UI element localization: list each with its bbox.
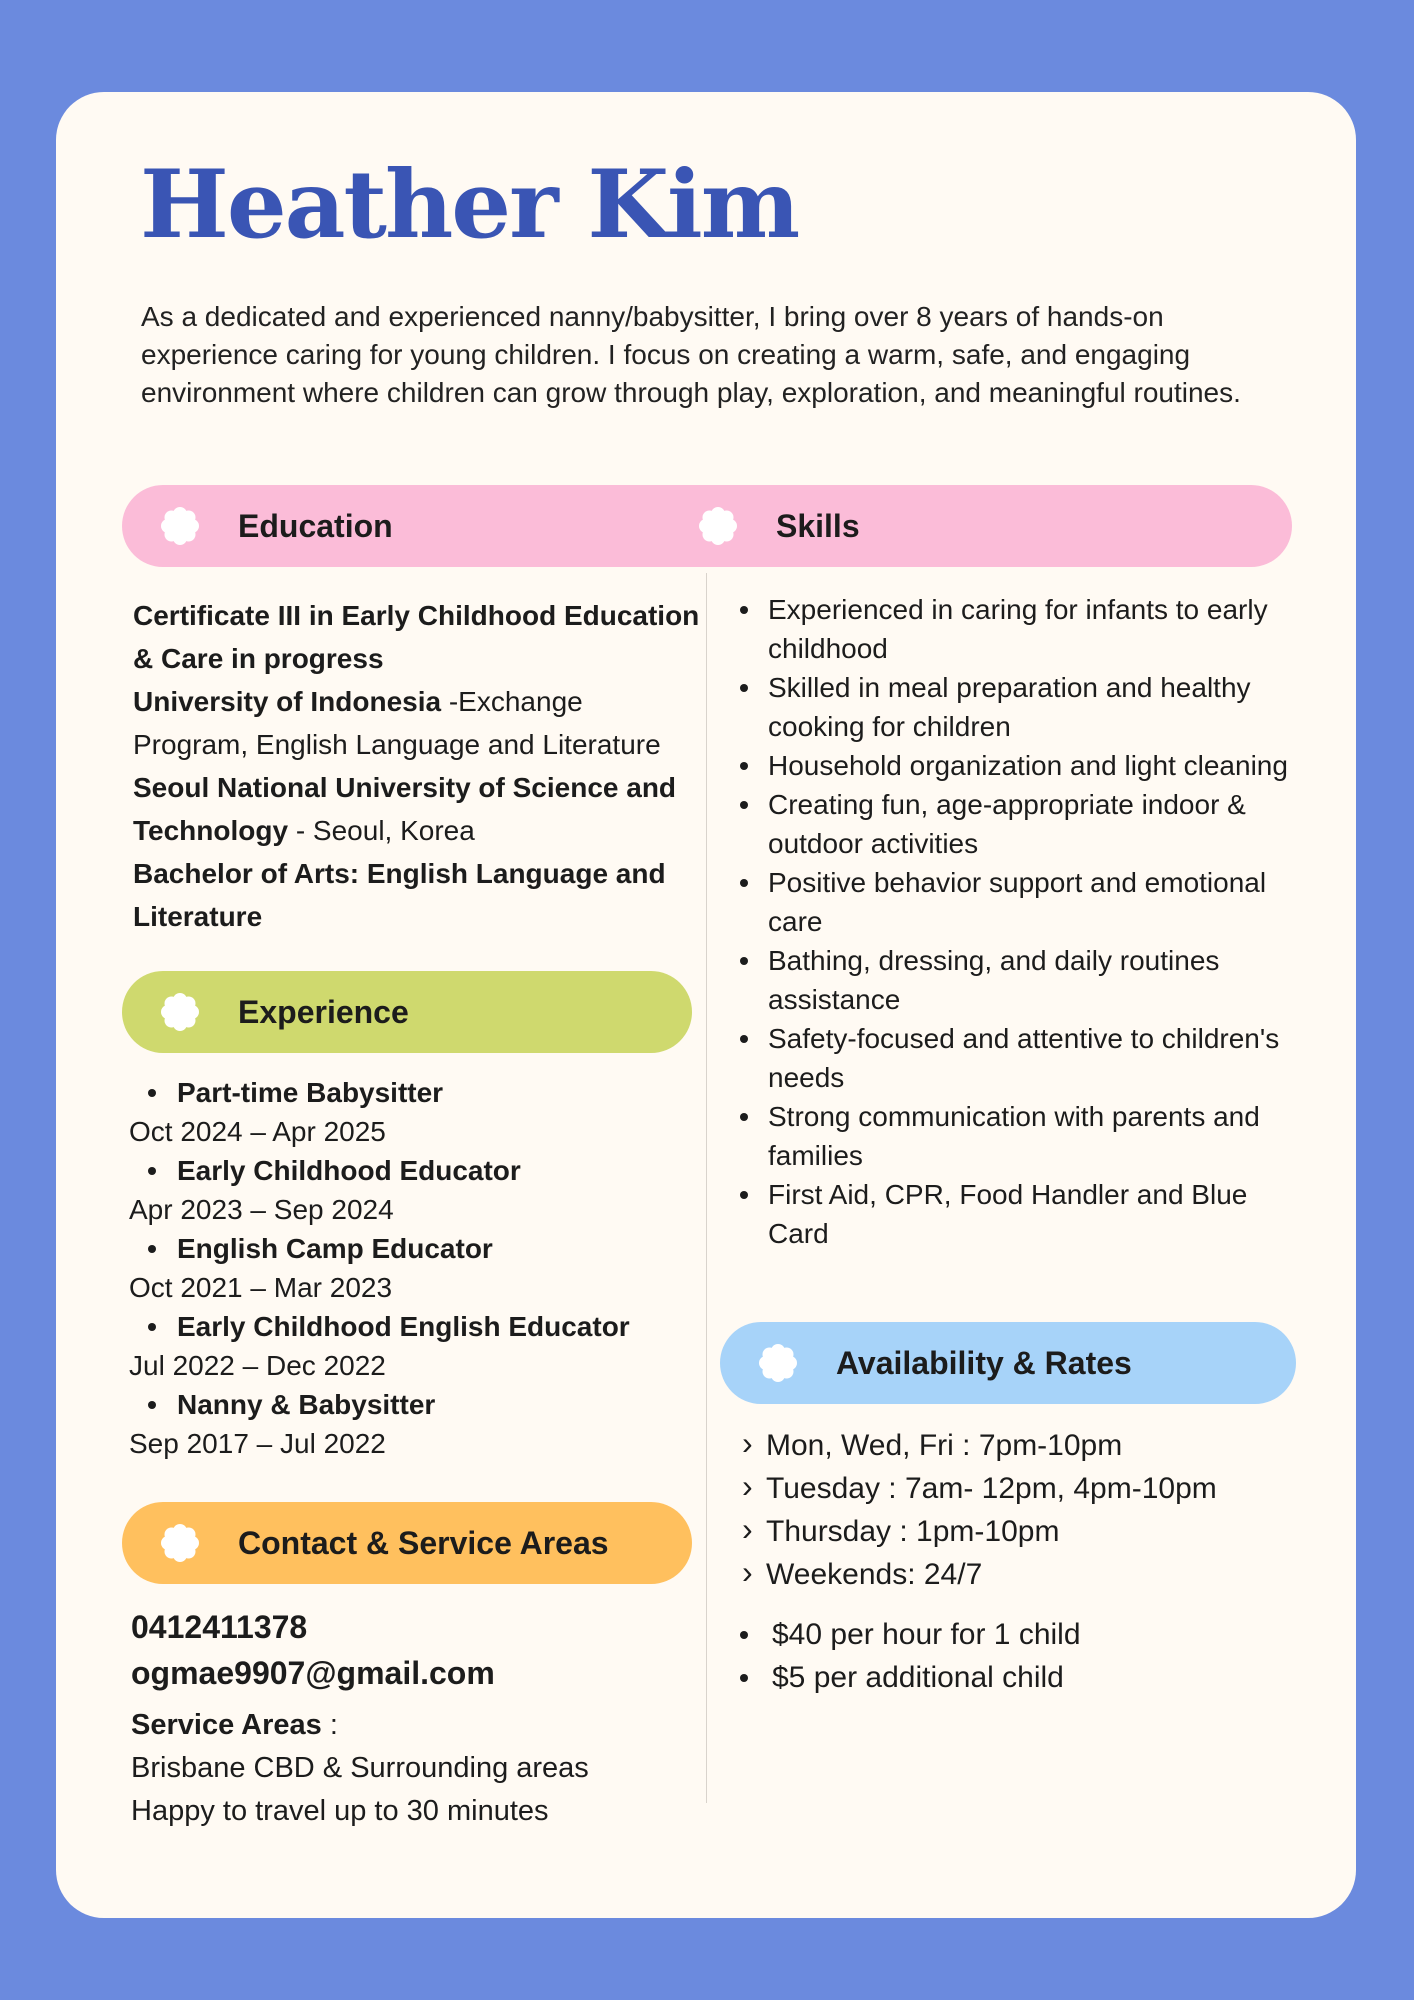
education-entry [133, 766, 703, 852]
experience-list [129, 1073, 699, 1463]
education-entry [133, 852, 703, 938]
availability-heading: Availability & Rates [836, 1344, 1132, 1381]
certificate-title: Certificate III in Early Childhood Education & Care in progress [133, 600, 700, 674]
rates-list [740, 1613, 1081, 1699]
service-areas-label [131, 1704, 691, 1747]
job-dates: Sep 2017 – Jul 2022 [129, 1428, 386, 1459]
job-role: Part-time Babysitter [129, 1073, 699, 1112]
education-heading: Education [238, 507, 393, 544]
job-dates: Oct 2021 – Mar 2023 [129, 1272, 393, 1303]
list-item: Positive behavior support and emotional care [740, 863, 1300, 941]
experience-heading: Experience [238, 993, 409, 1030]
education-entry [133, 594, 703, 680]
list-item: Household organization and light cleaning [740, 746, 1300, 785]
education-entry [133, 680, 703, 766]
contact-header [122, 1502, 692, 1584]
job-role: Early Childhood English Educator [129, 1307, 699, 1346]
column-divider [706, 573, 707, 1803]
service-area: Brisbane CBD & Surrounding areas [131, 1752, 589, 1784]
email-address[interactable]: ogmae9907@gmail.com [131, 1655, 495, 1691]
flower-icon [160, 1523, 200, 1563]
university-name: Seoul National University of Science and Technology [133, 772, 677, 846]
job-role: Early Childhood Educator [129, 1151, 699, 1190]
flower-icon [758, 1343, 798, 1383]
availability-header [720, 1322, 1296, 1404]
university-detail: - Seoul, Korea [288, 815, 475, 846]
job-role: Nanny & Babysitter [129, 1385, 699, 1424]
experience-header [122, 971, 692, 1053]
flower-icon [160, 506, 200, 546]
skills-list [740, 590, 1300, 1253]
candidate-name: Heather Kim [140, 150, 799, 260]
phone-number[interactable]: 0412411378 [131, 1609, 308, 1645]
service-areas-title: Service Areas [131, 1709, 322, 1741]
contact-heading: Contact & Service Areas [238, 1524, 609, 1561]
education-list [133, 594, 703, 938]
list-item: Safety-focused and attentive to children's needs [740, 1019, 1300, 1097]
skills-header [698, 485, 860, 567]
education-skills-header [122, 485, 1292, 567]
list-item: $5 per additional child [740, 1656, 1081, 1699]
job-role: English Camp Educator [129, 1229, 699, 1268]
list-item: Experienced in caring for infants to early childhood [740, 590, 1300, 668]
university-detail: -Exchange Program, English Language and Literature [133, 686, 661, 760]
list-item: $40 per hour for 1 child [740, 1613, 1081, 1656]
list-item: Creating fun, age-appropriate indoor & outdoor activities [740, 785, 1300, 863]
flower-icon [698, 506, 738, 546]
availability-list [740, 1424, 1300, 1596]
availability-slot: › Tuesday : 7am- 12pm, 4pm-10pm [740, 1467, 1300, 1510]
availability-slot: › Thursday : 1pm-10pm [740, 1510, 1300, 1553]
job-dates: Apr 2023 – Sep 2024 [129, 1194, 394, 1225]
degree-title: Bachelor of Arts: English Language and Literature [133, 858, 666, 932]
availability-slot: › Weekends: 24/7 [740, 1553, 1300, 1596]
job-dates: Jul 2022 – Dec 2022 [129, 1350, 386, 1381]
profile-summary: As a dedicated and experienced nanny/babysitter, I bring over 8 years of hands-on experience caring for young children. I focus on creating a warm, safe, and engaging environment where children can grow through play, exploration, and meaningful routines. [141, 301, 1241, 408]
flower-icon [160, 992, 200, 1032]
job-dates: Oct 2024 – Apr 2025 [129, 1116, 386, 1147]
availability-slot: › Mon, Wed, Fri : 7pm-10pm [740, 1424, 1300, 1467]
list-item: Bathing, dressing, and daily routines assistance [740, 941, 1300, 1019]
skills-heading: Skills [776, 507, 860, 544]
list-item: First Aid, CPR, Food Handler and Blue Card [740, 1175, 1300, 1253]
list-item: Strong communication with parents and families [740, 1097, 1300, 1175]
service-area: Happy to travel up to 30 minutes [131, 1795, 549, 1827]
contact-details [131, 1604, 691, 1833]
university-name: University of Indonesia [133, 686, 442, 717]
service-areas-colon: : [321, 1709, 338, 1741]
list-item: Skilled in meal preparation and healthy cooking for children [740, 668, 1300, 746]
